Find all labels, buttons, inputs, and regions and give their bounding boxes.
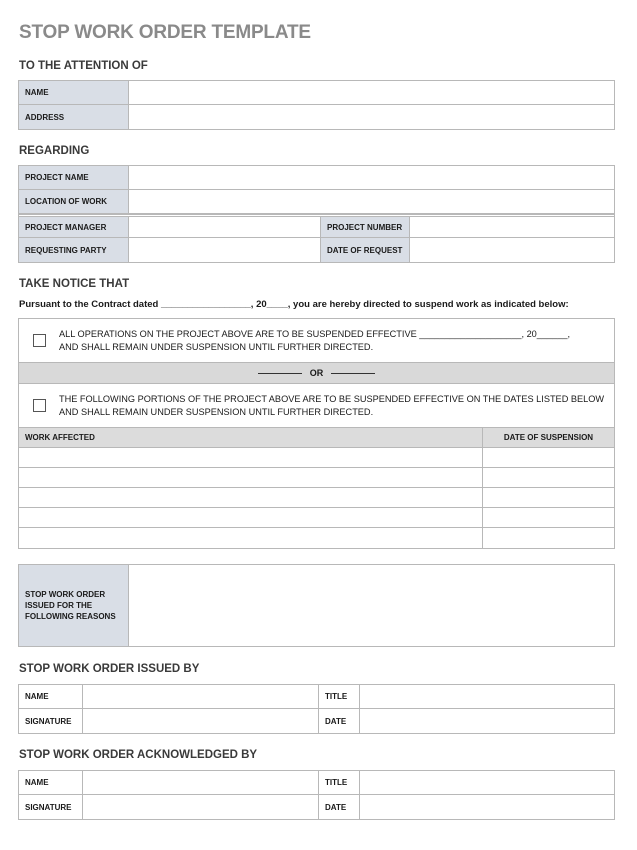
work-affected-label: WORK AFFECTED <box>19 428 483 447</box>
date-of-request-label: DATE OF REQUEST <box>321 238 410 262</box>
project-manager-field[interactable] <box>129 217 321 237</box>
project-manager-label: PROJECT MANAGER <box>19 217 129 237</box>
reasons-label-line3: FOLLOWING REASONS <box>25 612 116 621</box>
option2-line1: THE FOLLOWING PORTIONS OF THE PROJECT ABOVE ARE TO BE SUSPENDED EFFECTIVE ON THE DATES LISTED BELOW <box>59 393 605 404</box>
table-row <box>19 528 614 548</box>
reasons-field[interactable] <box>129 565 614 646</box>
name-label: NAME <box>19 81 129 104</box>
issued-signature-label: SIGNATURE <box>19 709 83 733</box>
project-name-field[interactable] <box>129 166 614 189</box>
table-row <box>19 508 614 528</box>
requesting-party-field[interactable] <box>129 238 321 262</box>
option-all-operations <box>19 319 614 363</box>
work-affected-cell[interactable] <box>19 508 483 527</box>
suspension-date-cell[interactable] <box>483 448 614 467</box>
pursuant-text: Pursuant to the Contract dated _________________, 20____, you are hereby directed to suspend work as indicated below: <box>19 299 569 310</box>
requesting-party-label: REQUESTING PARTY <box>19 238 129 262</box>
reasons-label <box>19 565 129 646</box>
work-affected-cell[interactable] <box>19 468 483 487</box>
ack-name-field[interactable] <box>83 771 319 794</box>
project-name-label: PROJECT NAME <box>19 166 129 189</box>
location-field[interactable] <box>129 190 614 213</box>
issued-date-label: DATE <box>319 709 360 733</box>
date-of-request-field[interactable] <box>410 238 614 262</box>
ack-signature-field[interactable] <box>83 795 319 819</box>
work-affected-header <box>19 428 614 448</box>
suspension-date-cell[interactable] <box>483 508 614 527</box>
acknowledged-by-heading: STOP WORK ORDER ACKNOWLEDGED BY <box>19 749 258 761</box>
suspension-date-cell[interactable] <box>483 468 614 487</box>
work-affected-cell[interactable] <box>19 488 483 507</box>
page-title: STOP WORK ORDER TEMPLATE <box>19 22 311 43</box>
divider-line <box>331 373 375 374</box>
date-of-suspension-label: DATE OF SUSPENSION <box>503 433 594 442</box>
project-name-row <box>19 166 614 190</box>
location-row <box>19 190 614 214</box>
ack-title-field[interactable] <box>360 771 614 794</box>
regarding-table <box>18 165 615 263</box>
issued-by-table <box>18 684 615 734</box>
option2-line2: AND SHALL REMAIN UNDER SUSPENSION UNTIL FURTHER DIRECTED. <box>59 406 374 417</box>
address-label: ADDRESS <box>19 105 129 129</box>
attention-name-row <box>19 81 614 105</box>
issued-signature-row <box>19 709 614 733</box>
suspension-date-cell[interactable] <box>483 528 614 548</box>
ack-name-row <box>19 771 614 795</box>
option-following-portions <box>19 384 614 428</box>
issued-name-label: NAME <box>19 685 83 708</box>
suspension-date-cell[interactable] <box>483 488 614 507</box>
issued-name-row <box>19 685 614 709</box>
issued-by-heading: STOP WORK ORDER ISSUED BY <box>19 663 200 675</box>
name-field[interactable] <box>129 81 614 104</box>
table-row <box>19 468 614 488</box>
notice-table <box>18 318 615 549</box>
ack-name-label: NAME <box>19 771 83 794</box>
reasons-label-line2: ISSUED FOR THE <box>25 601 93 610</box>
ack-title-label: TITLE <box>319 771 360 794</box>
reasons-box <box>18 564 615 647</box>
option1-line2: AND SHALL REMAIN UNDER SUSPENSION UNTIL FURTHER DIRECTED. <box>59 341 374 352</box>
address-field[interactable] <box>129 105 614 129</box>
or-divider <box>19 363 614 384</box>
work-affected-cell[interactable] <box>19 448 483 467</box>
regarding-heading: REGARDING <box>19 145 90 157</box>
ack-date-label: DATE <box>319 795 360 819</box>
project-number-field[interactable] <box>410 217 614 237</box>
acknowledged-by-table <box>18 770 615 820</box>
table-row <box>19 448 614 468</box>
ack-date-field[interactable] <box>360 795 614 819</box>
attention-address-row <box>19 105 614 129</box>
attention-table <box>18 80 615 130</box>
reasons-label-line1: STOP WORK ORDER <box>25 590 106 599</box>
issued-name-field[interactable] <box>83 685 319 708</box>
table-row <box>19 488 614 508</box>
ack-signature-row <box>19 795 614 819</box>
work-affected-cell[interactable] <box>19 528 483 548</box>
option1-line1: ALL OPERATIONS ON THE PROJECT ABOVE ARE TO BE SUSPENDED EFFECTIVE ____________________, 20______, <box>59 328 571 339</box>
ack-signature-label: SIGNATURE <box>19 795 83 819</box>
following-portions-checkbox[interactable] <box>33 399 46 412</box>
project-number-label: PROJECT NUMBER <box>321 217 410 237</box>
all-operations-checkbox[interactable] <box>33 334 46 347</box>
issued-title-label: TITLE <box>319 685 360 708</box>
or-label: OR <box>309 368 324 378</box>
issued-title-field[interactable] <box>360 685 614 708</box>
divider-line <box>258 373 302 374</box>
issued-date-field[interactable] <box>360 709 614 733</box>
attention-heading: TO THE ATTENTION OF <box>19 60 148 72</box>
location-label: LOCATION OF WORK <box>19 190 129 213</box>
notice-heading: TAKE NOTICE THAT <box>19 278 130 290</box>
issued-signature-field[interactable] <box>83 709 319 733</box>
requesting-row <box>19 238 614 262</box>
manager-row <box>19 214 614 238</box>
